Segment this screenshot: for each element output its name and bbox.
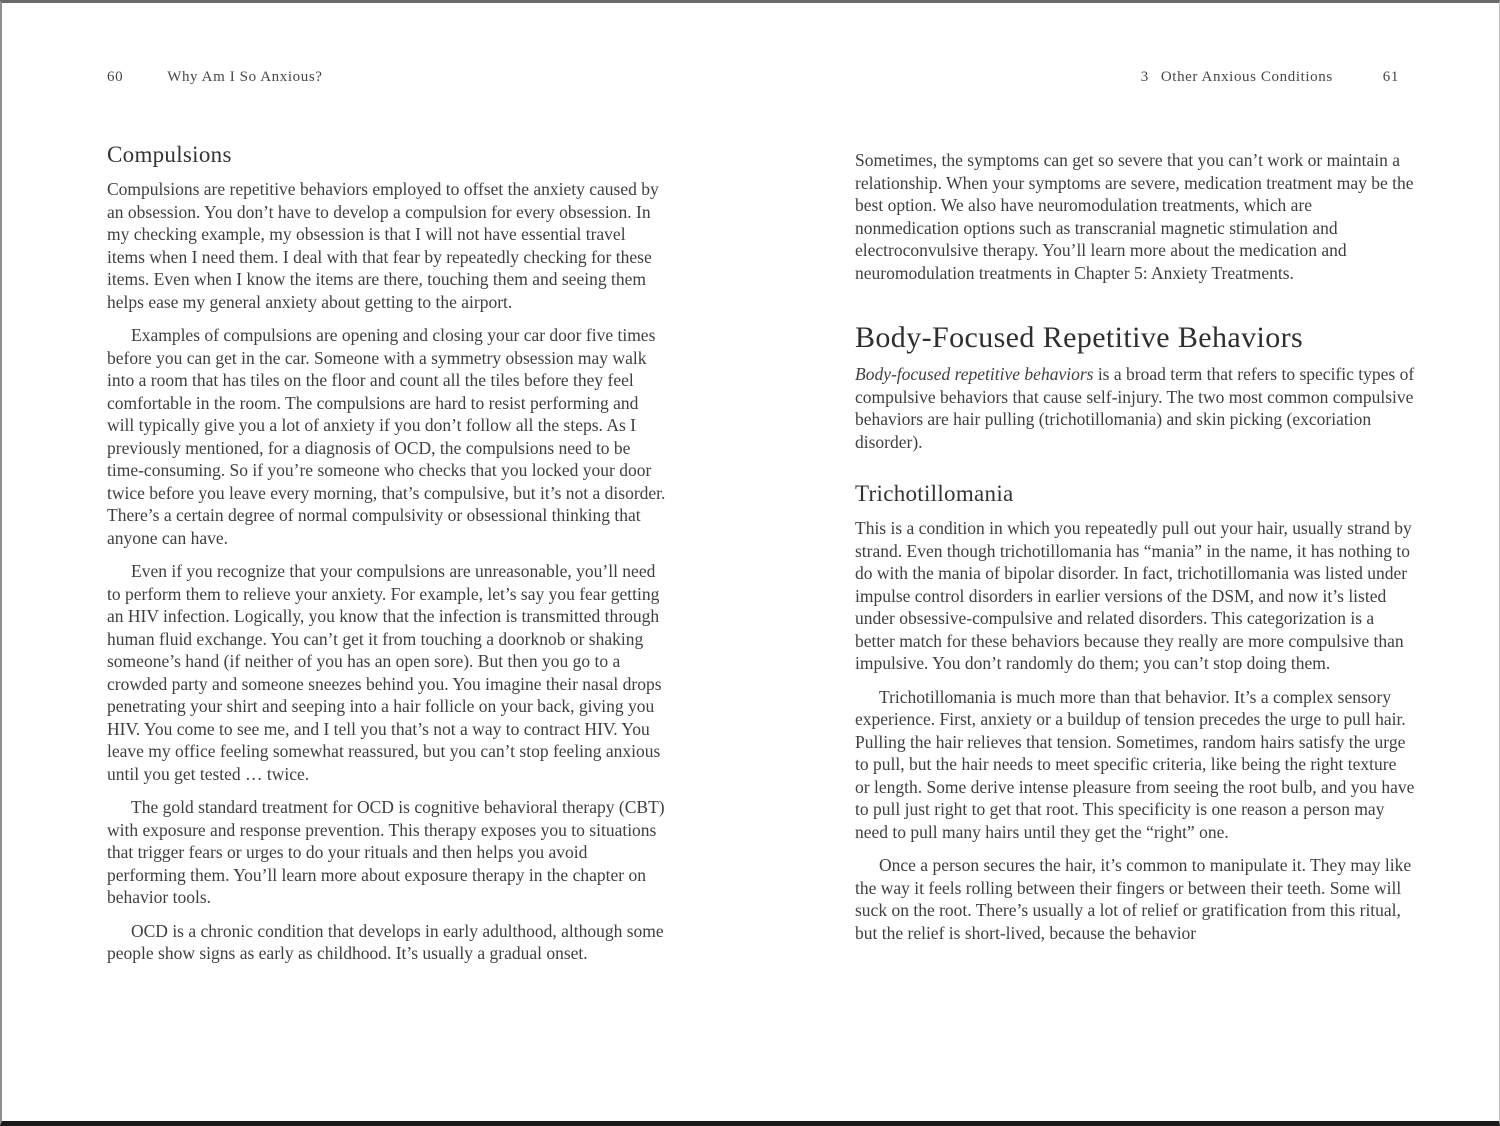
paragraph: Sometimes, the symptoms can get so severe that you can’t work or maintain a relationship. When your symptoms are severe, medication treatment may be the best option. We also have neuromodulation treatments, which are nonmedication options such as transcranial magnetic stimulation and electroconvulsive therapy. You’ll learn more about the medication and neuromodulation treatments in Chapter 5: Anxiety Treatments. (855, 150, 1414, 283)
chapter-number: 3 (1140, 69, 1149, 85)
paragraph: OCD is a chronic condition that develops in early adulthood, although some people show signs as early as childhood. It’s usually a gradual onset. (107, 920, 664, 963)
lead-rest: is a broad term that refers to specific types of compulsive behaviors that cause self-injury. The two most common compulsive behaviors are hair pulling (trichotillomania) and skin picking (excoriation disorder). (855, 364, 1415, 452)
section-lead-paragraph (855, 363, 1415, 453)
left-page-number: 60 (107, 69, 124, 85)
paragraph: This is a condition in which you repeatedly pull out your hair, usually strand by strand. Even though trichotillomania has “mania” in the name, it has nothing to do with the mania of bipolar disorder. In fact, trichotillomania was listed under impulse control disorders in earlier versions of the DSM, and now it’s listed under obsessive-compulsive and related disorders. This categorization is a better match for these behaviors because they really are more compulsive than impulsive. You don’t randomly do them; you can’t stop doing them. (855, 518, 1412, 673)
compulsions-heading: Compulsions (107, 142, 232, 167)
paragraph: The gold standard treatment for OCD is cognitive behavioral therapy (CBT) with exposure and response prevention. This therapy exposes you to situations that trigger fears or urges to do your rituals and then helps you avoid performing them. You’ll learn more about exposure therapy in the chapter on behavior tools. (107, 797, 665, 907)
body-focused-repetitive-behaviors-heading: Body-Focused Repetitive Behaviors (855, 321, 1304, 354)
right-page-number: 61 (1382, 69, 1399, 85)
right-running-header (1141, 69, 1399, 86)
left-page-column (107, 141, 667, 976)
left-running-head: Why Am I So Anxious? (167, 69, 323, 85)
right-page-column (855, 149, 1415, 955)
paragraph: Compulsions are repetitive behaviors employed to offset the anxiety caused by an obsession. You don’t have to develop a compulsion for every obsession. In my checking example, my obsession is that I will not have essential travel items when I need them. I deal with that fear by repeatedly checking for these items. Even when I know the items are there, touching them and seeing them helps ease my general anxiety about getting to the airport. (107, 179, 659, 312)
paragraph: Once a person secures the hair, it’s common to manipulate it. They may like the way it feels rolling between their fingers or between their teeth. Some will suck on the root. There’s usually a lot of relief or gratification from this ritual, but the relief is short-lived, because the behavior (855, 855, 1412, 943)
trichotillomania-heading: Trichotillomania (855, 481, 1014, 506)
left-running-header (107, 69, 323, 86)
lead-italic-term: Body-focused repetitive behaviors (855, 364, 1094, 384)
paragraph: Even if you recognize that your compulsions are unreasonable, you’ll need to perform them to relieve your anxiety. For example, let’s say you fear getting an HIV infection. Logically, you know that the infection is transmitted through human fluid exchange. You can’t get it from touching a doorknob or shaking someone’s hand (if neither of you has an open sore). But then you go to a crowded party and someone sneezes behind you. You imagine their nasal drops penetrating your shirt and seeping into a hair follicle on your back, giving you HIV. You come to see me, and I tell you that’s not a way to contract HIV. You leave my office feeling somewhat reassured, but you can’t stop feeling anxious until you get tested … twice. (107, 561, 662, 784)
paragraph: Trichotillomania is much more than that behavior. It’s a complex sensory experience. First, anxiety or a buildup of tension precedes the urge to pull hair. Pulling the hair relieves that tension. Sometimes, random hairs satisfy the urge to pull, but the hair needs to meet specific criteria, like being the right texture or length. Some derive intense pleasure from seeing the root bulb, and you have to pull just right to get that root. This specificity is one reason a person may need to pull many hairs until they get the “right” one. (855, 686, 1415, 842)
right-running-head: Other Anxious Conditions (1160, 69, 1333, 85)
paragraph: Examples of compulsions are opening and closing your car door five times before you can get in the car. Someone with a symmetry obsession may walk into a room that has tiles on the floor and count all the tiles before they feel comfortable in the room. The compulsions are hard to resist performing and will typically give you a lot of anxiety if you don’t follow all the steps. As I previously mentioned, for a diagnosis of OCD, the compulsions need to be time-consuming. So if you’re someone who checks that you locked your door twice before you leave every morning, that’s compulsive, but it’s not a disorder. There’s a certain degree of normal compulsivity or obsessional thinking that anyone can have. (107, 325, 666, 548)
